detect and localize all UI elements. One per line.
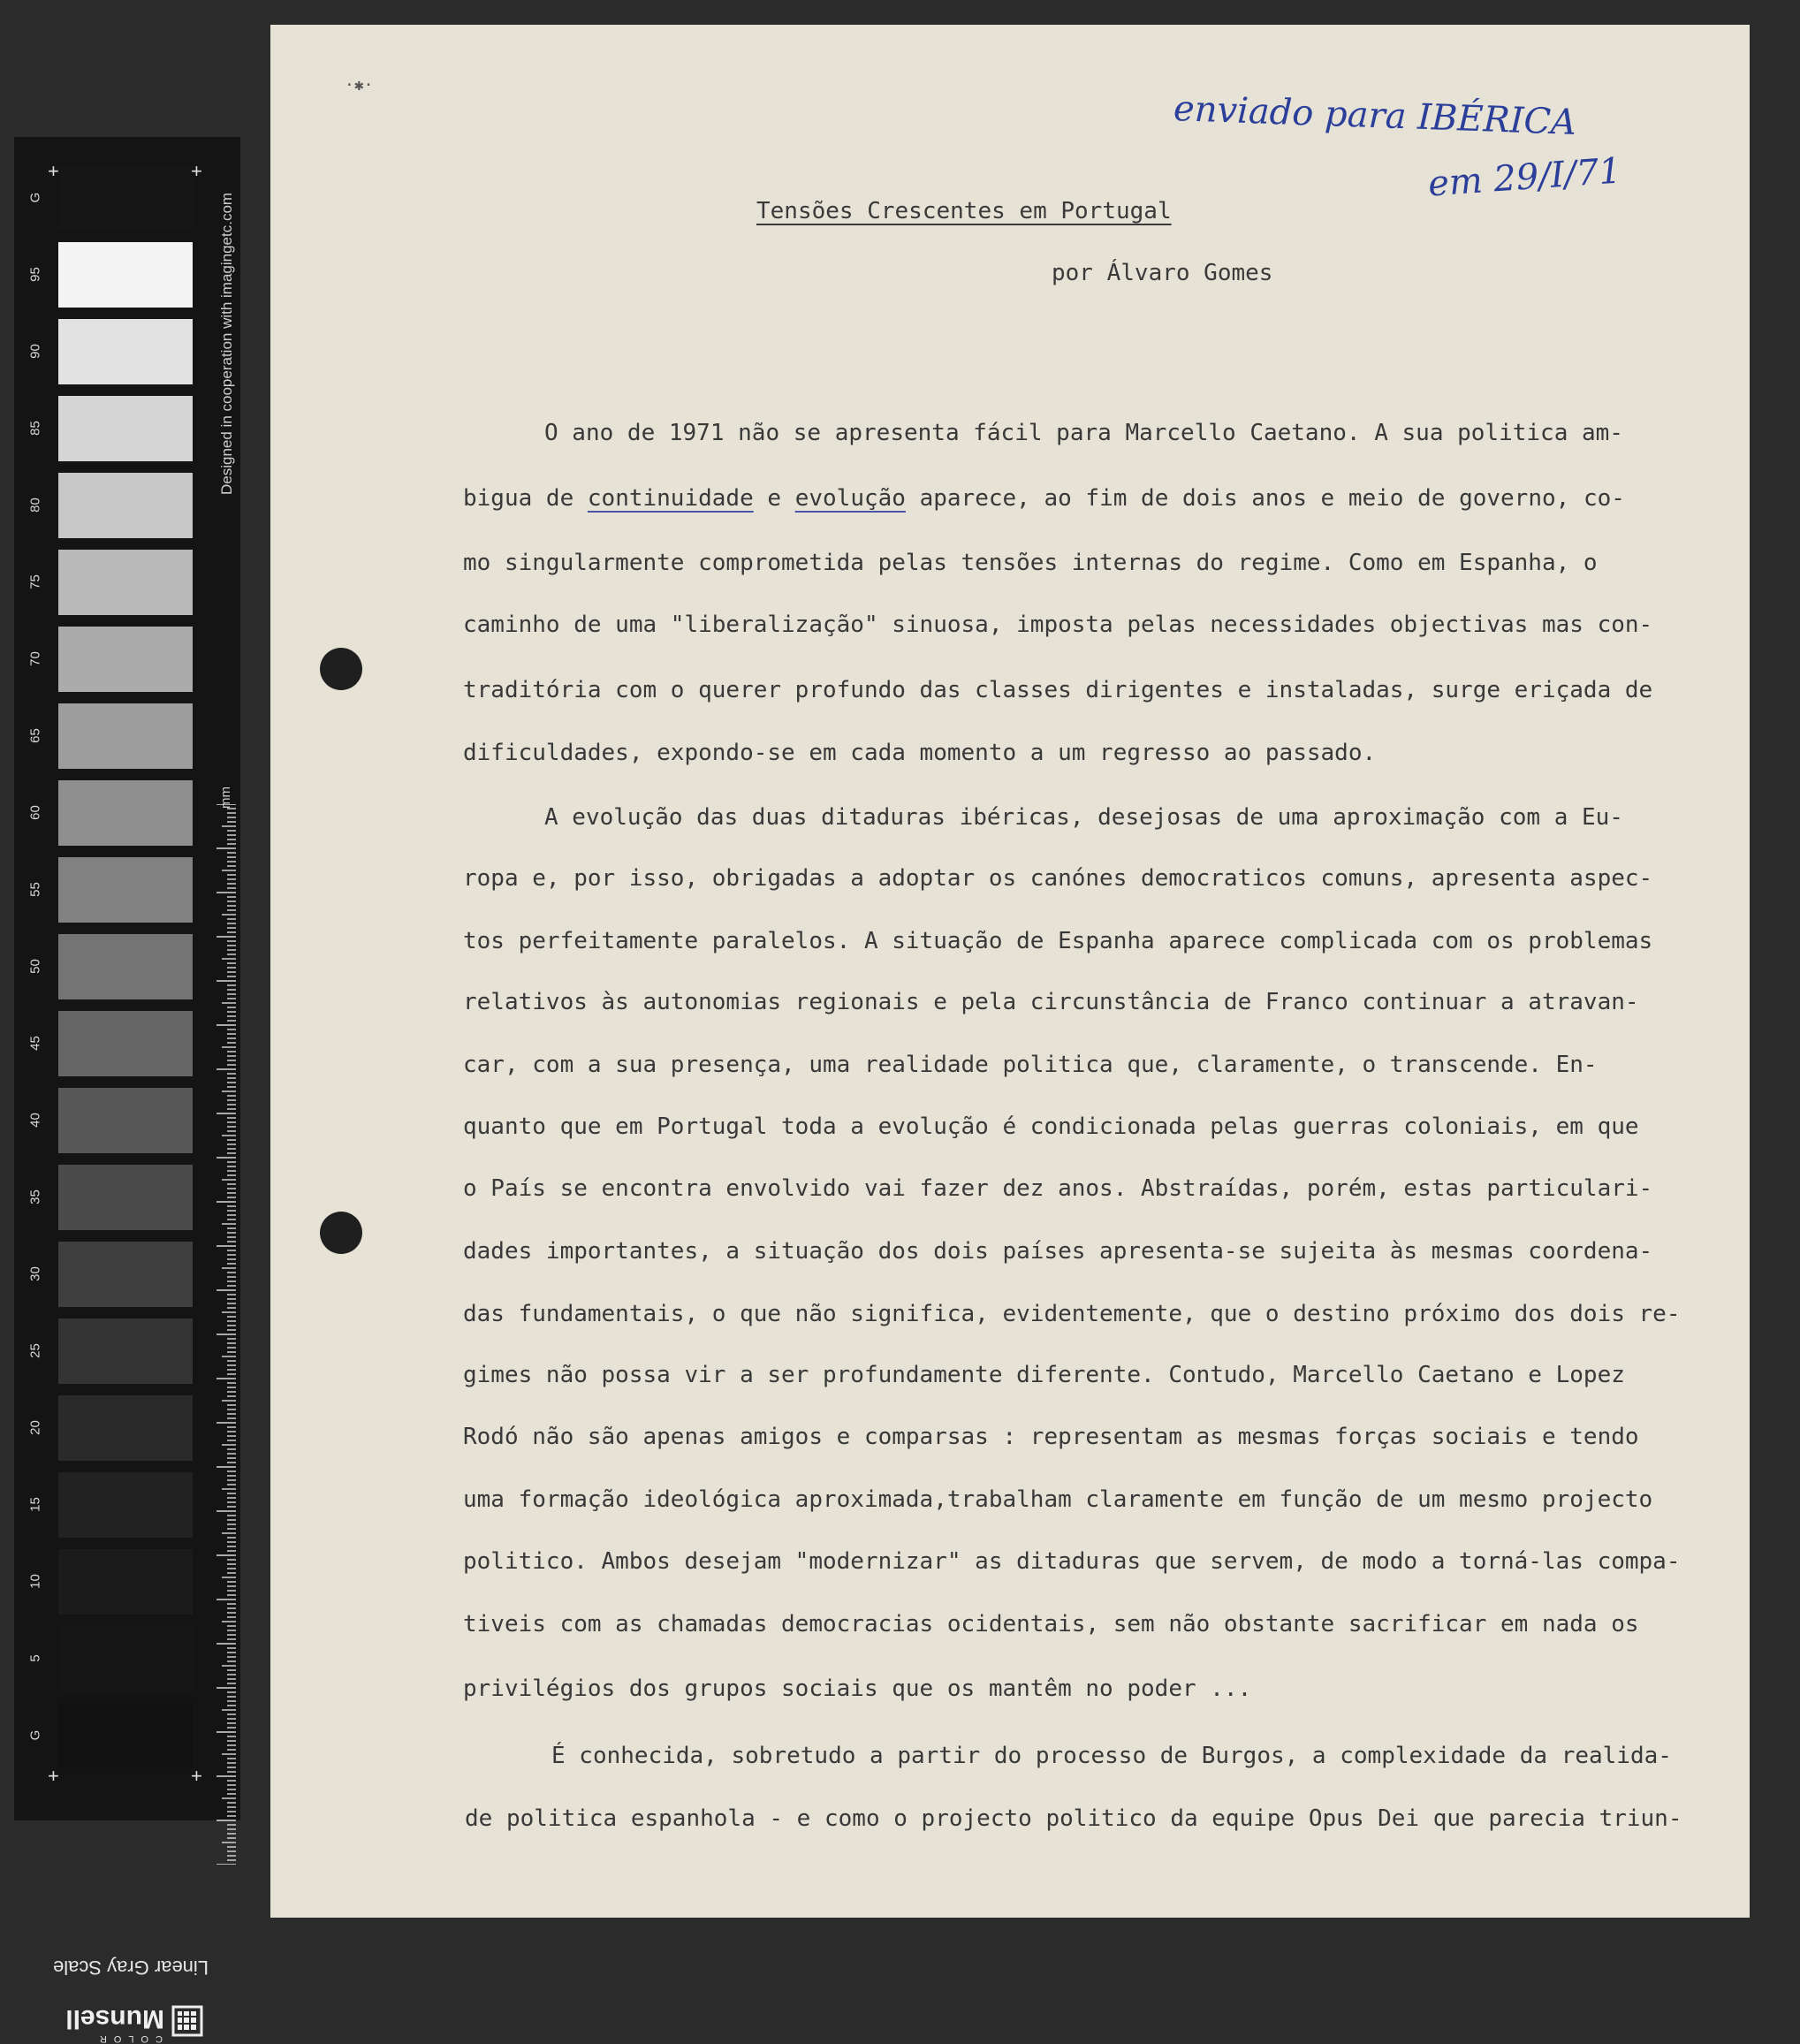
scale-number: 10 (27, 1574, 43, 1589)
body-line: caminho de uma "liberalização" sinuosa, imposta pelas necessidades objectivas mas con- (463, 612, 1653, 638)
gray-patch (58, 1242, 193, 1307)
scale-number: 25 (27, 1343, 43, 1358)
body-line: das fundamentais, o que não significa, evidentemente, que o destino próximo dos dois re- (463, 1301, 1681, 1327)
gray-patch (58, 1088, 193, 1153)
scale-number: 75 (27, 574, 43, 589)
body-line: Rodó não são apenas amigos e comparsas : representam as mesmas forças sociais e tendo (463, 1424, 1639, 1450)
scale-number: 50 (27, 959, 43, 974)
body-line: A evolução das duas ditaduras ibéricas, desejosas de uma aproximação com a Eu- (544, 804, 1623, 831)
gray-patch (58, 473, 193, 538)
gray-patch (58, 780, 193, 846)
typed-document-page (270, 25, 1750, 1918)
body-line: relativos às autonomias regionais e pela circunstância de Franco continuar a atravan- (463, 989, 1639, 1015)
gray-patch (58, 165, 193, 231)
handwritten-note (1163, 69, 1711, 205)
plus-mark-top-left: + (48, 160, 59, 182)
plus-mark-bottom-left: + (48, 1765, 59, 1787)
body-line: privilégios dos grupos sociais que os mantêm no poder ... (463, 1675, 1252, 1702)
gray-patch (58, 550, 193, 615)
scale-number: 90 (27, 344, 43, 359)
gray-patch (58, 319, 193, 384)
body-line: quanto que em Portugal toda a evolução é condicionada pelas guerras coloniais, em que (463, 1113, 1639, 1140)
body-line: dificuldades, expondo-se em cada momento a um regresso ao passado. (463, 740, 1377, 766)
paper-speck: ·✱· (345, 76, 374, 95)
body-line: politico. Ambos desejam "modernizar" as ditaduras que servem, de modo a torná-las compa- (463, 1548, 1681, 1575)
scale-number: 45 (27, 1036, 43, 1051)
brand-sub: COLOR (92, 2033, 163, 2044)
scale-number: 55 (27, 882, 43, 897)
scale-title: Linear Gray Scale (52, 1957, 209, 1979)
scale-number: 35 (27, 1189, 43, 1204)
gray-patch (58, 1703, 193, 1768)
body-line: tiveis com as chamadas democracias ocidentais, sem não obstante sacrificar em nada os (463, 1611, 1639, 1637)
document-author: por Álvaro Gomes (1052, 260, 1273, 286)
scale-number: G (27, 192, 43, 203)
gray-patch (58, 703, 193, 769)
body-line: uma formação ideológica aproximada,trabalham claramente em função de um mesmo projecto (463, 1486, 1653, 1513)
munsell-brand (58, 2000, 209, 2044)
body-line: gimes não possa vir a ser profundamente diferente. Contudo, Marcello Caetano e Lopez (463, 1362, 1625, 1388)
gray-patch (58, 396, 193, 461)
handwritten-line-1: enviado para IBÉRICA (1173, 88, 1577, 143)
scale-number: 85 (27, 421, 43, 436)
document-title: Tensões Crescentes em Portugal (756, 198, 1172, 224)
mm-ruler (213, 804, 236, 1865)
punch-hole-top (320, 648, 362, 690)
gray-patch (58, 1395, 193, 1461)
gray-patch (58, 934, 193, 999)
gray-patch (58, 1318, 193, 1384)
scale-number: 65 (27, 728, 43, 743)
mm-label: mm (218, 786, 233, 809)
body-line: de politica espanhola - e como o projecto politico da equipe Opus Dei que parecia triun- (465, 1805, 1682, 1832)
plus-mark-top-right: + (191, 160, 202, 182)
body-line: ropa e, por isso, obrigadas a adoptar os canónes democraticos comuns, apresenta aspec- (463, 865, 1653, 892)
body-line: dades importantes, a situação dos dois países apresenta-se sujeita às mesmas coordena- (463, 1238, 1653, 1265)
scale-number: 5 (27, 1654, 43, 1662)
scale-number: 60 (27, 805, 43, 820)
scale-number: 70 (27, 651, 43, 666)
scale-number: 30 (27, 1266, 43, 1281)
body-line: mo singularmente comprometida pelas tensões internas do regime. Como em Espanha, o (463, 550, 1598, 576)
scale-number: 80 (27, 498, 43, 513)
gray-patch (58, 627, 193, 692)
scale-number: 15 (27, 1497, 43, 1512)
scale-number: 95 (27, 267, 43, 282)
handwritten-line-2: em 29/I/71 (1426, 150, 1623, 205)
gray-patch (58, 1011, 193, 1076)
body-line: É conhecida, sobretudo a partir do processo de Burgos, a complexidade da realida- (551, 1743, 1672, 1769)
gray-patch (58, 1549, 193, 1615)
punch-hole-bottom (320, 1212, 362, 1254)
body-line: tos perfeitamente paralelos. A situação de Espanha aparece complicada com os problemas (463, 928, 1653, 954)
gray-patch (58, 857, 193, 923)
gray-patch (58, 1165, 193, 1230)
gray-patch (58, 1472, 193, 1538)
munsell-logo-icon (171, 2005, 203, 2037)
body-line: o País se encontra envolvido vai fazer dez anos. Abstraídas, porém, estas particulari- (463, 1175, 1653, 1202)
plus-mark-bottom-right: + (191, 1765, 202, 1787)
gray-patch (58, 1626, 193, 1691)
body-line: O ano de 1971 não se apresenta fácil para Marcello Caetano. A sua politica am- (544, 420, 1623, 446)
scale-number: 40 (27, 1113, 43, 1128)
body-line: traditória com o querer profundo das classes dirigentes e instaladas, surge eriçada de (463, 677, 1653, 703)
designed-by-text: Designed in cooperation with imagingetc.com (218, 192, 235, 495)
gray-patch (58, 242, 193, 308)
brand-name: Munsell (65, 2004, 164, 2033)
body-line: car, com a sua presença, uma realidade politica que, claramente, o transcende. En- (463, 1052, 1598, 1078)
gray-scale-card (14, 137, 240, 2044)
scale-number: G (27, 1729, 43, 1741)
scale-number: 20 (27, 1420, 43, 1435)
body-line: bigua de continuidade e evolução aparece, ao fim de dois anos e meio de governo, co- (463, 485, 1625, 512)
